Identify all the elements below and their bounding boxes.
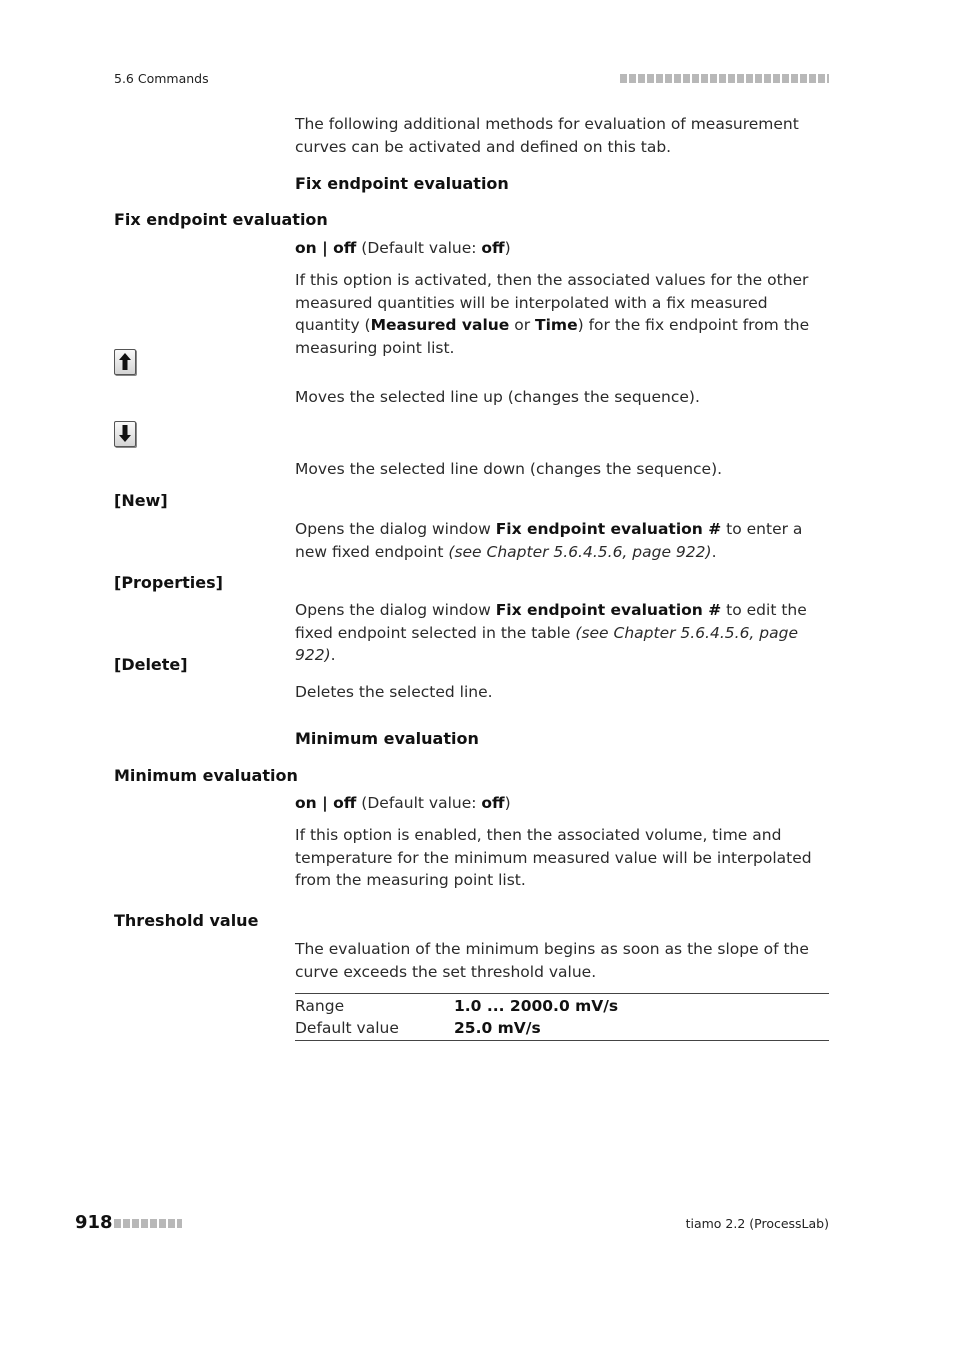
- threshold-parameter-table: [295, 993, 829, 1041]
- delete-button-description: Deletes the selected line.: [295, 683, 493, 701]
- default-value-value: 25.0 mV/s: [454, 1019, 541, 1037]
- section-header: 5.6 Commands: [114, 71, 209, 86]
- fix-endpoint-description: If this option is activated, then the associated values for the other measured quantities will be interpolated with a fix measured quantity (Measured value or Time) for the fix endpoint from the measuring point list.: [295, 271, 810, 357]
- product-name: tiamo 2.2 (ProcessLab): [685, 1216, 829, 1231]
- move-up-description: Moves the selected line up (changes the sequence).: [295, 388, 700, 406]
- delete-button-term: [Delete]: [114, 655, 188, 674]
- fix-endpoint-term: Fix endpoint evaluation: [114, 210, 328, 229]
- new-button-description: Opens the dialog window Fix endpoint evaluation # to enter a new fixed endpoint (see Chapter 5.6.4.5.6, page 922).: [295, 520, 803, 561]
- threshold-value-description: The evaluation of the minimum begins as soon as the slope of the curve exceeds the set threshold value.: [295, 940, 809, 981]
- minimum-evaluation-term: Minimum evaluation: [114, 766, 298, 785]
- default-value-label: Default value: [295, 1019, 399, 1037]
- threshold-value-term: Threshold value: [114, 911, 259, 930]
- range-row: [295, 995, 829, 1017]
- properties-button-description: Opens the dialog window Fix endpoint evaluation # to edit the fixed endpoint selected in the table (see Chapter 5.6.4.5.6, page 922).: [295, 601, 807, 664]
- move-down-button[interactable]: [114, 421, 136, 447]
- minimum-evaluation-heading: Minimum evaluation: [295, 729, 479, 748]
- move-down-description: Moves the selected line down (changes the sequence).: [295, 460, 723, 478]
- fix-endpoint-onoff: on | off (Default value: off): [295, 239, 511, 257]
- new-button-term: [New]: [114, 491, 168, 510]
- arrow-up-icon: [119, 353, 131, 370]
- minimum-evaluation-description: If this option is enabled, then the associated volume, time and temperature for the minimum measured value will be interpolated from the measuring point list.: [295, 826, 812, 889]
- intro-paragraph: The following additional methods for evaluation of measurement curves can be activated and defined on this tab.: [295, 115, 799, 156]
- properties-button-term: [Properties]: [114, 573, 223, 592]
- footer-decoration: [114, 1219, 182, 1228]
- chapter-reference-link[interactable]: (see Chapter 5.6.4.5.6, page 922): [295, 623, 798, 664]
- chapter-reference-link[interactable]: (see Chapter 5.6.4.5.6, page 922): [448, 542, 712, 561]
- default-value-row: [295, 1017, 829, 1039]
- fix-endpoint-heading: Fix endpoint evaluation: [295, 174, 509, 193]
- minimum-evaluation-onoff: on | off (Default value: off): [295, 794, 511, 812]
- range-value: 1.0 ... 2000.0 mV/s: [454, 997, 619, 1015]
- arrow-down-icon: [119, 425, 131, 442]
- page-number: 918: [75, 1212, 113, 1233]
- header-decoration: [620, 74, 829, 83]
- range-label: Range: [295, 997, 345, 1015]
- move-up-button[interactable]: [114, 349, 136, 375]
